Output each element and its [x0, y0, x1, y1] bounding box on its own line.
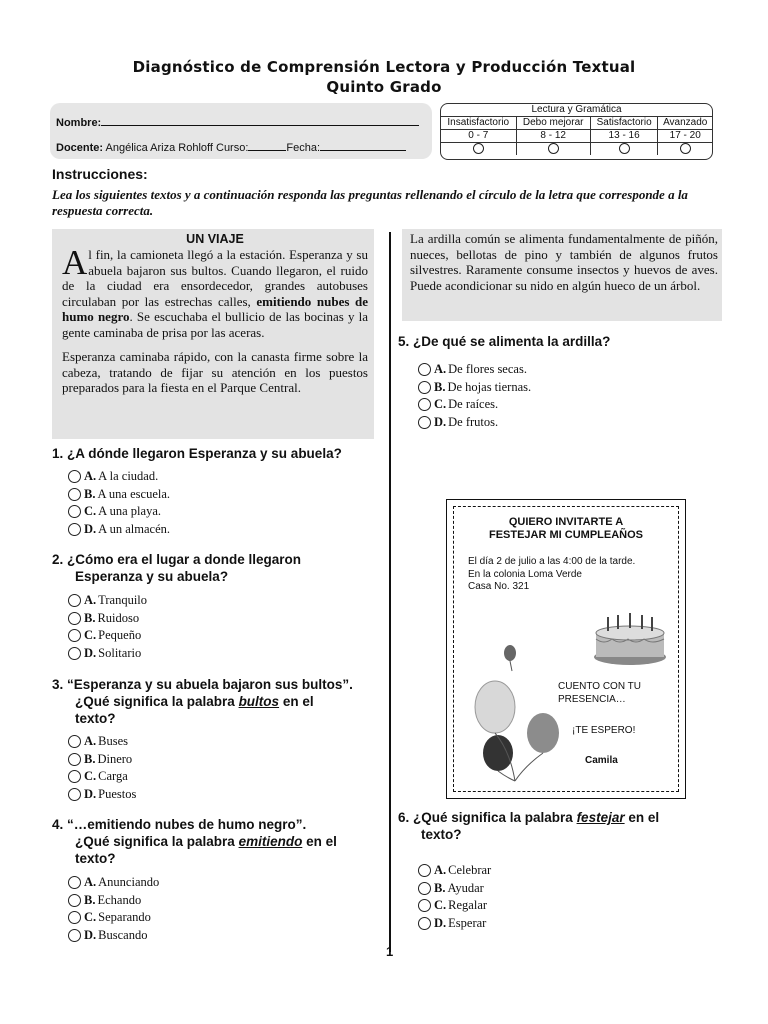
q5-option-c[interactable]: C. De raíces.: [418, 396, 531, 414]
radio-circle-icon[interactable]: [68, 929, 81, 942]
q6-option-d[interactable]: D. Esperar: [418, 915, 491, 933]
question-6-line-2: texto?: [421, 827, 462, 842]
q2-option-d[interactable]: D. Solitario: [68, 645, 147, 663]
q2-option-a[interactable]: A. Tranquilo: [68, 592, 147, 610]
question-6-line-1: 6. ¿Qué significa la palabra festejar en el: [398, 810, 660, 825]
range-debo-mejorar: 8 - 12: [516, 130, 590, 143]
radio-circle-icon[interactable]: [68, 911, 81, 924]
radio-circle-icon[interactable]: [68, 488, 81, 501]
radio-circle-icon[interactable]: [68, 894, 81, 907]
invitation-house: Casa No. 321: [468, 581, 530, 592]
birthday-invitation: [446, 499, 686, 799]
radio-circle-icon[interactable]: [68, 788, 81, 801]
invitation-title-1: QUIERO INVITARTE A: [508, 516, 624, 528]
radio-circle-icon[interactable]: [68, 770, 81, 783]
story-paragraph-2: Esperanza caminaba rápido, con la canasta firme sobre la cabeza, tratando de fijar su atención en los puestos preparados para la fiesta en el Parque Central.: [62, 349, 368, 395]
question-6-options: [418, 862, 491, 932]
invitation-title-2: FESTEJAR MI CUMPLEAÑOS: [488, 529, 643, 541]
level-avanzado: Avanzado: [658, 117, 712, 130]
instructions-heading: Instrucciones:: [52, 166, 148, 182]
question-6: [398, 809, 659, 843]
radio-circle-icon[interactable]: [68, 470, 81, 483]
q5-option-a[interactable]: A. De flores secas.: [418, 361, 531, 379]
name-field[interactable]: [56, 113, 419, 129]
q4-option-c[interactable]: C. Separando: [68, 909, 159, 927]
radio-circle-icon[interactable]: [418, 381, 431, 394]
q1-option-c[interactable]: C. A una playa.: [68, 503, 170, 521]
level-debo-mejorar: Debo mejorar: [516, 117, 590, 130]
q6-option-c[interactable]: C. Regalar: [418, 897, 491, 915]
question-4-line-1: 4. “…emitiendo nubes de humo negro”.: [52, 817, 307, 832]
squirrel-passage: La ardilla común se alimenta fundamentalmente de piñón, nueces, bellotas de pino y también de algunos frutos silvestres. Raramente consume insectos y huevos de aves. Puede acondicionar su nido en algún hueco de un árbol.: [402, 229, 722, 321]
q6-option-a[interactable]: A. Celebrar: [418, 862, 491, 880]
invitation-date: El día 2 de julio a las 4:00 de la tarde.: [468, 556, 636, 567]
radio-circle-icon[interactable]: [418, 917, 431, 930]
invitation-presence: [558, 681, 641, 706]
q1-option-b[interactable]: B. A una escuela.: [68, 486, 170, 504]
question-5-options: [418, 361, 531, 431]
teacher-line: [56, 140, 406, 154]
radio-circle-icon[interactable]: [418, 363, 431, 376]
question-2-line-2: Esperanza y su abuela?: [75, 569, 229, 584]
question-4-line-3: texto?: [75, 851, 116, 866]
radio-circle-icon[interactable]: [418, 882, 431, 895]
question-1-options: [68, 468, 170, 538]
q3-option-b[interactable]: B. Dinero: [68, 751, 136, 769]
course-label: Curso:: [216, 142, 249, 154]
level-insatisfactorio: Insatisfactorio: [441, 117, 516, 130]
story-paragraph-1: [62, 243, 369, 340]
birthday-cake-icon: [590, 607, 670, 667]
column-divider: [389, 232, 391, 952]
instructions-text: Lea los siguientes textos y a continuación responda las preguntas rellenando el círculo de la letra que corresponde a la respuesta correcta.: [52, 187, 688, 218]
question-2-line-1: 2. ¿Cómo era el lugar a donde llegaron: [52, 552, 302, 567]
page-number: 1: [386, 944, 394, 959]
story-dropcap: A: [62, 243, 88, 282]
q6-option-b[interactable]: B. Ayudar: [418, 880, 491, 898]
level-satisfactorio: Satisfactorio: [590, 117, 658, 130]
question-4-options: [68, 874, 159, 944]
range-avanzado: 17 - 20: [658, 130, 712, 143]
q3-option-d[interactable]: D. Puestos: [68, 786, 136, 804]
document-title: Diagnóstico de Comprensión Lectora y Producción Textual: [132, 58, 636, 76]
range-insatisfactorio: 0 - 7: [441, 130, 516, 143]
highlighted-word: festejar: [576, 810, 625, 825]
question-4: [52, 816, 337, 867]
course-blank[interactable]: [248, 140, 286, 151]
q2-option-b[interactable]: B. Ruidoso: [68, 610, 147, 628]
radio-circle-icon[interactable]: [68, 647, 81, 660]
q2-option-c[interactable]: C. Pequeño: [68, 627, 147, 645]
story-bold-phrase: emitiendo nubes de humo negro: [62, 293, 369, 324]
document-subtitle: Quinto Grado: [326, 78, 442, 96]
teacher-label: Docente:: [56, 142, 104, 154]
q4-option-d[interactable]: D. Buscando: [68, 927, 159, 945]
presence-line-1: CUENTO CON TU: [558, 681, 641, 692]
story-passage: [52, 229, 374, 439]
radio-circle-icon[interactable]: [68, 629, 81, 642]
presence-line-2: PRESENCIA…: [558, 693, 626, 705]
question-3-options: [68, 733, 136, 803]
question-3-line-2: ¿Qué significa la palabra bultos en el: [75, 694, 314, 709]
q4-option-b[interactable]: B. Echando: [68, 892, 159, 910]
radio-circle-icon[interactable]: [418, 864, 431, 877]
question-5: 5. ¿De qué se alimenta la ardilla?: [398, 334, 611, 349]
invitation-wait: ¡TE ESPERO!: [572, 725, 636, 736]
highlighted-word: bultos: [238, 694, 280, 709]
highlighted-word: emitiendo: [238, 834, 303, 849]
q3-option-a[interactable]: A. Buses: [68, 733, 136, 751]
level-radio-4[interactable]: [680, 143, 691, 154]
radio-circle-icon[interactable]: [68, 753, 81, 766]
story-p1-end: . Se escuchaba el bullicio de las bocinas y la gente caminaba de prisa por las aceras.: [62, 309, 369, 340]
name-blank[interactable]: [101, 113, 419, 126]
radio-circle-icon[interactable]: [68, 594, 81, 607]
q1-option-d[interactable]: D. A un almacén.: [68, 521, 170, 539]
radio-circle-icon[interactable]: [418, 398, 431, 411]
radio-circle-icon[interactable]: [68, 612, 81, 625]
radio-circle-icon[interactable]: [418, 416, 431, 429]
teacher-name: Angélica Ariza Rohloff: [105, 142, 213, 154]
question-3-line-3: texto?: [75, 711, 116, 726]
q5-option-b[interactable]: B. De hojas tiernas.: [418, 379, 531, 397]
name-label: Nombre:: [56, 117, 102, 129]
q3-option-c[interactable]: C. Carga: [68, 768, 136, 786]
q1-option-a[interactable]: A. A la ciudad.: [68, 468, 170, 486]
balloons-icon: [470, 641, 570, 791]
invitation-details: [468, 556, 678, 594]
date-blank[interactable]: [320, 140, 406, 151]
question-4-line-2: ¿Qué significa la palabra emitiendo en el: [75, 834, 337, 849]
radio-circle-icon[interactable]: [68, 876, 81, 889]
q4-option-a[interactable]: A. Anunciando: [68, 874, 159, 892]
q5-option-d[interactable]: D. De frutos.: [418, 414, 531, 432]
radio-circle-icon[interactable]: [68, 505, 81, 518]
question-2-options: [68, 592, 147, 662]
radio-circle-icon[interactable]: [418, 899, 431, 912]
range-satisfactorio: 13 - 16: [590, 130, 658, 143]
invitation-signature: Camila: [585, 755, 618, 766]
level-radio-1[interactable]: [473, 143, 484, 154]
invitation-dashed-border: [453, 506, 679, 792]
radio-circle-icon[interactable]: [68, 735, 81, 748]
score-table: [440, 103, 713, 160]
level-radio-2[interactable]: [548, 143, 559, 154]
question-3-line-1: 3. “Esperanza y su abuela bajaron sus bultos”.: [52, 677, 353, 692]
radio-circle-icon[interactable]: [68, 523, 81, 536]
question-3: [52, 676, 353, 727]
date-label: Fecha:: [286, 142, 321, 154]
invitation-place: En la colonia Loma Verde: [468, 568, 582, 580]
question-2: [52, 551, 301, 585]
level-radio-3[interactable]: [619, 143, 630, 154]
story-title: UN VIAJE: [186, 232, 244, 246]
story-p1-text: l fin, la camioneta llegó a la estación. Esperanza y su abuela bajaron sus bultos. Cuando llegaron, el ruido de la ciudad era ensordecedor, grandes autobuses circulaban por las estrechas calles,: [62, 247, 368, 309]
score-table-title: Lectura y Gramática: [441, 104, 712, 117]
question-1: 1. ¿A dónde llegaron Esperanza y su abuela?: [52, 446, 342, 461]
